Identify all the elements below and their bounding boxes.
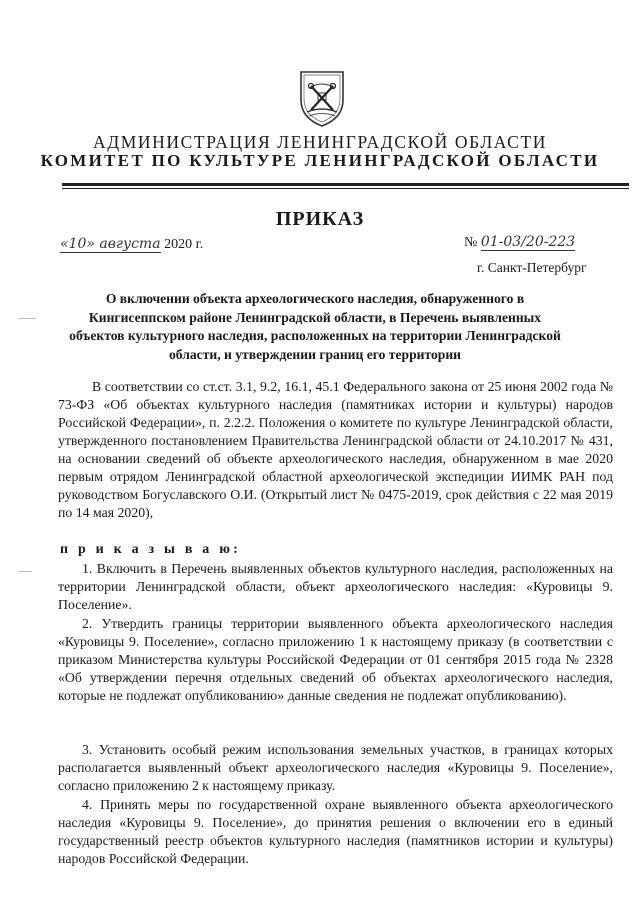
- committee-name: КОМИТЕТ ПО КУЛЬТУРЕ ЛЕНИНГРАДСКОЙ ОБЛАСТИ: [40, 151, 600, 170]
- document-date: [60, 236, 203, 254]
- date-year: 2020 г.: [164, 237, 204, 252]
- scan-margin-mark: [18, 318, 36, 319]
- administration-name: АДМИНИСТРАЦИЯ ЛЕНИНГРАДСКОЙ ОБЛАСТИ: [93, 132, 547, 152]
- document-subject: О включении объекта археологического наследия, обнаруженного в Кингисеппском районе Ленинградской области, в Перечень выявленных объектов культурного наследия, расположенных на территории Ленинградской области, и утверждении границ его территории: [69, 291, 561, 362]
- order-item-2: 2. Утвердить границы территории выявленного объекта археологического наследия «Куровицы 9. Поселение», согласно приложению 1 к настоящему приказу (в соответствии с приказом Министерства культуры Российской Федерации от 01 сентября 2015 года № 2328 «Об утверждении перечня отдельных сведений об объектах археологического наследия, которые не подлежат опубликованию» данные сведения не подлежат опубликованию).: [58, 616, 613, 703]
- document-title: ПРИКАЗ: [275, 208, 365, 230]
- scan-margin-mark: [18, 571, 32, 572]
- order-item-3: 3. Установить особый режим использования земельных участков, в границах которых располагается выявленный объект археологического наследия «Куровицы 9. Поселение», согласно приложению 2 к настоящему приказу.: [58, 742, 613, 793]
- handwritten-number: 01-03/20-223: [480, 234, 576, 250]
- header-rule-thin: [62, 188, 629, 189]
- preamble-paragraph: В соответствии со ст.ст. 3.1, 9.2, 16.1, 45.1 Федерального закона от 25 июня 2002 года № 73-ФЗ «Об объектах культурного наследия (памятниках истории и культуры) народов Российской Федерации», п. 2.2.2. Положения о комитете по культуре Ленинградской области, утвержденного постановлением Правительства Ленинградской области от 24.10.2017 № 431, на основании сведений об объекте археологического наследия, обнаруженном в мае 2020 первым отрядом Ленинградской областной археологической экспедиции ИИМК РАН под руководством Богуславского О.И. (Открытый лист № 0475-2019, срок действия с 22 мая 2019 по 14 мая 2020),: [58, 379, 613, 520]
- order-word: п р и к а з ы в а ю:: [60, 542, 241, 557]
- handwritten-date: «10» августа: [60, 236, 161, 252]
- document-number: [464, 234, 575, 252]
- document-city: г. Санкт-Петербург: [477, 260, 587, 275]
- number-sign: №: [464, 235, 478, 250]
- coat-of-arms-emblem-icon: [297, 66, 347, 130]
- order-item-1: 1. Включить в Перечень выявленных объектов культурного наследия, расположенных на территории Ленинградской области, объект археологического наследия: «Куровицы 9. Поселение».: [58, 561, 613, 612]
- header-rule-thick: [62, 183, 629, 186]
- order-item-4: 4. Принять меры по государственной охране выявленного объекта археологического наследия «Куровицы 9. Поселение», до принятия решения о включении его в единый государственный реестр объектов культурного наследия (памятников истории и культуры) народов Российской Федерации.: [58, 797, 613, 866]
